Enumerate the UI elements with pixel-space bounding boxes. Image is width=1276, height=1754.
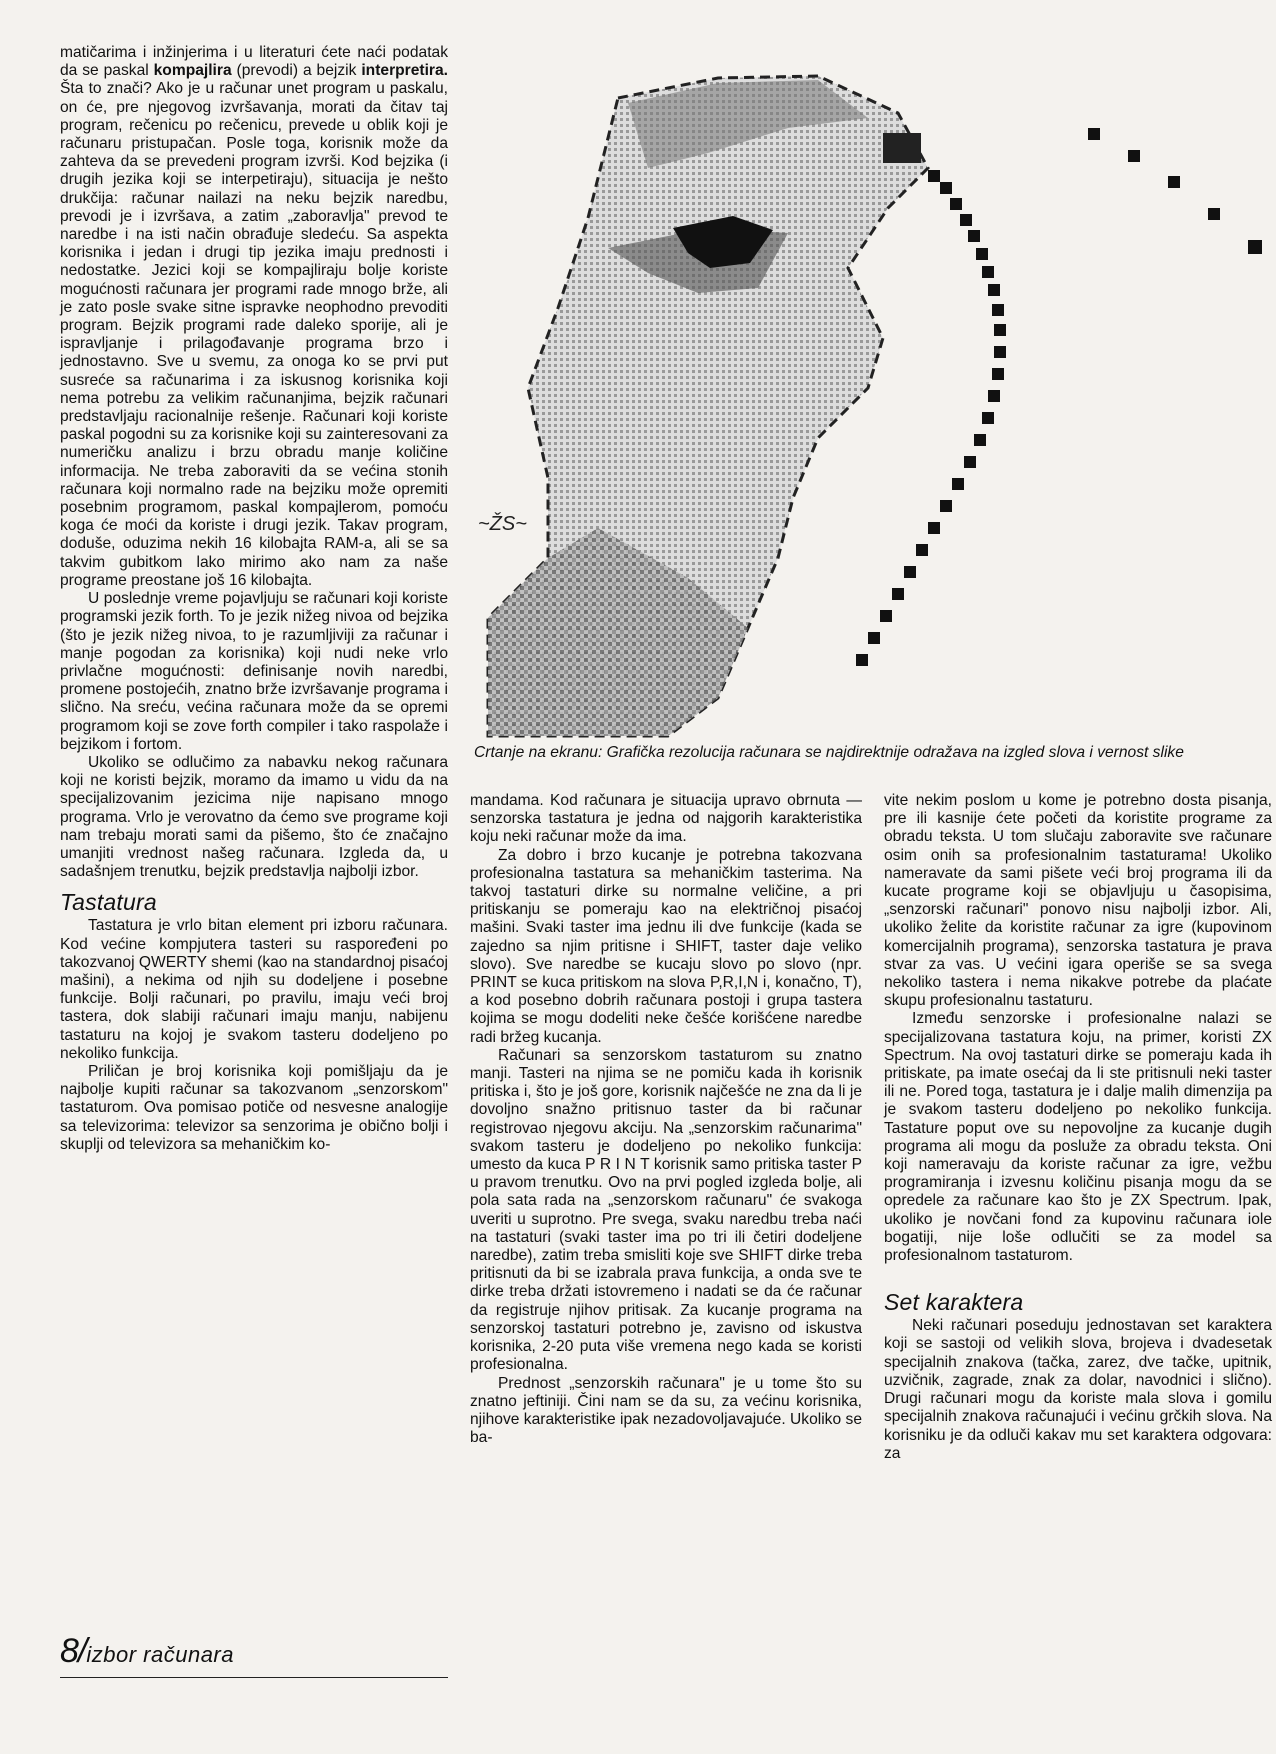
paragraph: matičarima i inžinjerima i u literaturi ćete naći podatak da se paskal kompajlira (prevodi) a bejzik interpretira. Šta to znači? Ako je u računar unet program u paskalu, on će, pre njegovog izvršavanja, morati da čitav taj program, rečenicu po rečenicu, prevede u oblik koji je računaru pristupačan. Posle toga, korisnik može da zahteva da se prevedeni program izvrši. Kod bejzika (i drugih jezika koji se interpetiraju), situacija je nešto drukčija: računar nailazi na neku bejzik naredbu, prevodi je i izvršava, a zatim „zaboravlja" prevod te naredbe i na isti način obrađuje sledeću. Sa aspekta korisnika i jedan i drugi tip jezika imaju prednosti i nedostatke. Jezici koji se kompajliraju bolje koriste mogućnosti računara jer programi rade mnogo brže, ali je zato posle svake sitne ispravke neophodno prevoditi program. Bejzik programi rade daleko sporije, ali je ispravljanje i prilagođavanje programa brzo i jednostavno. Sve u svemu, za onoga ko se prvi put susreće sa računarima i za iskusnog korisnika koji nema potrebu za velikim računanjima, bejzik računari predstavljaju racionalnije rešenje. Računari koji koriste paskal pogodni su za korisnike koji su zainteresovani za numeričku analizu i brzu obradu manje količine informacija. Ne treba zaboraviti da se većina stonih računara koji normalno rade na bejziku može opremiti posebnim programom, paskal kompajlerom, pomoću koga će moći da koriste i drugi jezik. Takav program, doduše, oduzima nekih 16 kilobajta RAM-a, ali se sa takvim gubitkom lako mirimo ako nam za naše programe preostane još 16 kilobajta.	[60, 44, 449, 589]
paragraph: Tastatura je vrlo bitan element pri izboru računara. Kod većine kompjutera tasteri su raspoređeni po takozvanoj QWERTY shemi (kao na standardnoj pisaćoj mašini), a nekima od njih su dodeljene i posebne funkcije. Bolji računari, po pravilu, imaju veći broj tastera, dok slabiji računari imaju manju, nabijenu tastaturu na kojoj je svakom tasteru dodeljeno po nekoliko funkcija.	[60, 917, 448, 1062]
section-label: izbor računara	[86, 1642, 234, 1667]
edge-pixels	[1088, 128, 1262, 254]
page-number: 8/	[60, 1632, 87, 1670]
section-heading-tastatura: Tastatura	[60, 889, 157, 916]
page-footer	[60, 1632, 448, 1678]
left-column	[60, 44, 448, 1154]
bold-term-interpretira: interpretira.	[361, 62, 449, 80]
paragraph: vite nekim poslom u kome je potrebno dosta pisanja, pre ili kasnije ćete početi da koristite programe za obradu teksta. U tom slučaju zaboravite sve računare osim onih sa profesionalnim tastaturama! Ukoliko nameravate da sami pišete veći broj programa ili da kucate programe koji se objavljuju u časopisima, „senzorski računari" ponovo nisu najbolji izbor. Ali, ukoliko želite da koristite računar za igre (kupovinom komercijalnih programa), senzorska tastatura je prava stvar za vas. U većini igara operiše se sa svega nekoliko tastera i nema nikakve potrebe da plaćate skupu profesionalnu tastaturu.	[884, 792, 1272, 1010]
drawn-pixel-line	[856, 170, 1006, 666]
middle-column	[470, 792, 862, 1447]
pencil-tip	[883, 133, 921, 163]
paragraph: Računari sa senzorskom tastaturom su znatno manji. Tasteri na njima se ne pomiču kada ih korisnik pritiska i, što je još gore, korisnik najčešće ne zna da li je dovoljno snažno pritisnuo taster da bi računar registrovao njegovu akciju. Na „senzorskim računarima" svakom tasteru je dodeljeno po nekoliko funkcija: umesto da kuca P R I N T korisnik samo pritiska taster P u pravom trenutku. Ovo na prvi pogled izgleda bolje, ali pola sata rada na „senzorskom računaru" će svakoga uveriti u suprotno. Pre svega, svaku naredbu treba naći na tastaturi (svaki taster ima po tri ili četiri dodeljene naredbe), zatim treba smisliti koje sve SHIFT dirke treba pritisnuti da bi se izabrala prava funkcija, a onda sve te dirke treba držati istovremeno i nadati se da će računar da registruje njihov pritisak. Za kucanje programa na senzorskoj tastaturi potrebno je, zavisno od iskustva korisnika, 2-20 puta više vremena nego kada se koristi profesionalna.	[470, 1046, 862, 1374]
paragraph: Neki računari poseduju jednostavan set karaktera koji se sastoji od velikih slova, brojeva i dvadesetak specijalnih znakova (tačka, zarez, dve tačke, upitnik, uzvičnik, zagrade, znak za dolar, navodnici i slično). Drugi računari mogu da koriste mala slova i gomilu specijalnih znakova računajući i većinu grčkih slova. Na korisniku je da odluči kakav mu set karaktera odgovara: za	[884, 1317, 1272, 1462]
figure-caption: Crtanje na ekranu: Grafička rezolucija računara se najdirektnije odražava na izgled slova i vernost slike	[474, 744, 1184, 761]
section-heading-set-karaktera: Set karaktera	[884, 1289, 1024, 1316]
paragraph: mandama. Kod računara je situacija upravo obrnuta — senzorska tastatura je jedna od najgorih karakteristika koju neki računar može da ima.	[470, 792, 862, 846]
paragraph: Priličan je broj korisnika koji pomišljaju da je najbolje kupiti računar sa takozvanom „senzorskom" tastaturom. Ova pomisao potiče od nesvesne analogije sa televizorima: televizor sa senzorima je obično bolji i skuplji od televizora sa mehaničkim ko-	[60, 1062, 448, 1153]
paragraph: Ukoliko se odlučimo za nabavku nekog računara koji ne koristi bejzik, moramo da imamo u vidu da na specijalizovanim jezicima nije napisano mnogo programa. Vrlo je verovatno da ćemo sve programe koji nam trebaju morati sami da pišemo, što će značajno umanjiti vrednost našeg računara. Izgleda da, u sadašnjem trenutku, bejzik predstavlja najbolji izbor.	[60, 753, 448, 881]
paragraph: Prednost „senzorskih računara" je u tome što su znatno jeftiniji. Čini nam se da su, za većinu korisnika, njihove karakteristike ipak nezadovoljavajuće. Ukoliko se ba-	[470, 1374, 862, 1447]
pixel-hand-illustration	[478, 58, 1276, 736]
bold-term-kompajlira: kompajlira	[153, 62, 232, 80]
paragraph: Za dobro i brzo kucanje je potrebna takozvana profesionalna tastatura sa mehaničkim tasterima. Na takvoj tastaturi dirke su normalne veličine, a pri pritiskanju se pomeraju kao na električnoj pisaćoj mašini. Svaki taster ima jednu ili dve funkcije (kada se zajedno sa njim pritisne i SHIFT, taster daje veliko slovo). Sve naredbe se kucaju slovo po slovo (npr. PRINT se kuca pritiskom na slova P,R,I,N i, konačno, T), a kod posebno dobrih računara postoji i grupa tastera kojima se mogu dodeliti neke češće korišćene naredbe radi bržeg kucanja.	[470, 846, 862, 1046]
artist-signature: ~ŽS~	[478, 513, 527, 535]
paragraph: Između senzorske i profesionalne nalazi se specijalizovana tastatura koju, na primer, koristi ZX Spectrum. Na ovoj tastaturi dirke se pomeraju kada ih pritiskate, pa imate osećaj da li ste pritisnuli neki taster ili ne. Pored toga, tastatura je i dalje malih dimenzija pa je svakom tasteru dodeljeno po nekoliko funkcija. Tastature poput ove su nepovoljne za kucanje dugih programa ali mogu da posluže za obradu teksta. Oni koji nameravaju da koriste računar za igre, vežbu programiranja i izvesnu količinu pisanja mogu da se opredele za računare kao što je ZX Spectrum. Ipak, ukoliko je novčani fond za kupovinu računara iole bogatiji, nije loše odlučiti se za model sa profesionalnom tastaturom.	[884, 1010, 1272, 1265]
paragraph: U poslednje vreme pojavljuju se računari koji koriste programski jezik forth. To je jezik nižeg nivoa od bejzika (što je jezik nižeg nivoa, to je razumljiviji za računar i manje pogodan za korisnika) koji nudi neke vrlo privlačne mogućnosti: definisanje novih naredbi, promene postojećih, znatno brže izvršavanje programa i slično. Na sreću, većina računara može da se opremi programom koji se zove forth compiler i tako raspolaže i bejzikom i fortom.	[60, 590, 448, 753]
right-column	[884, 792, 1272, 1463]
